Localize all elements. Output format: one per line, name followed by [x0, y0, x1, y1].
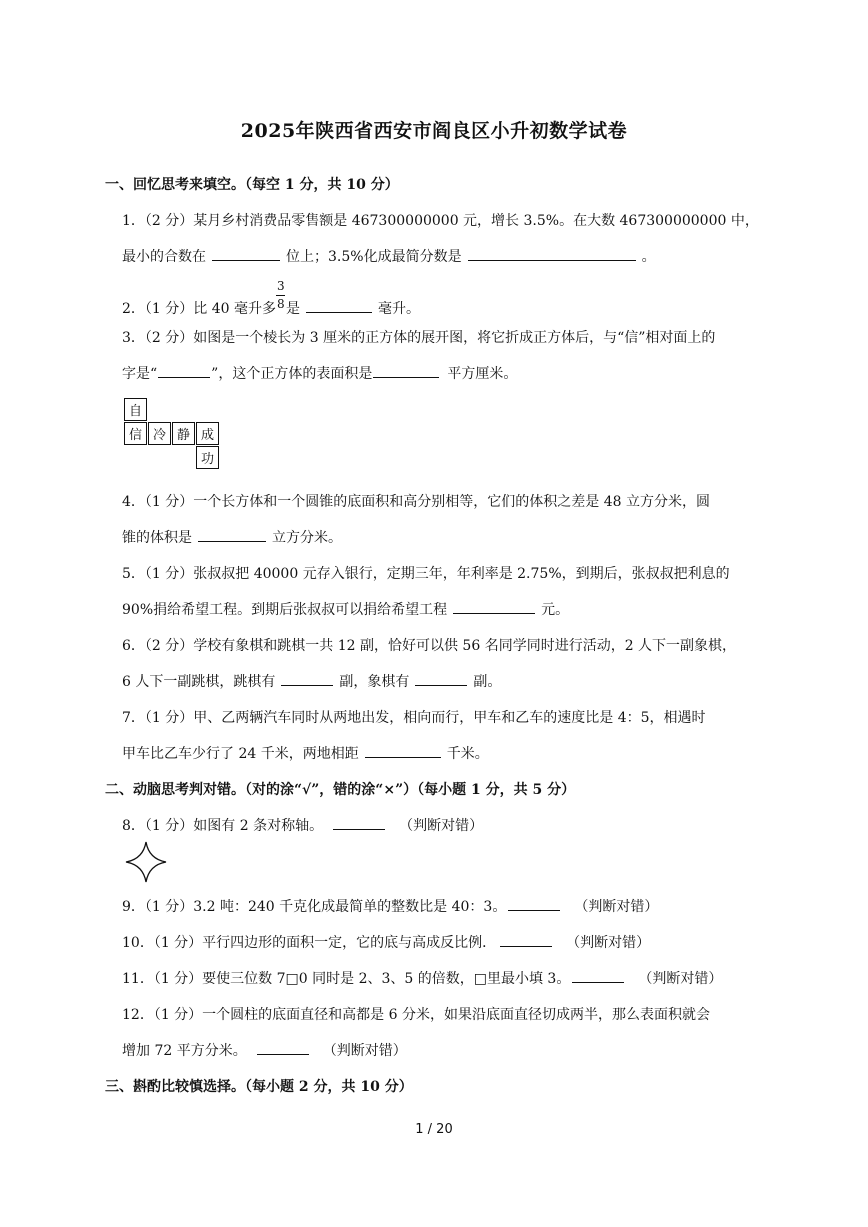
fraction-denominator: 8: [276, 297, 285, 311]
q3-text-c: 平方厘米。: [447, 366, 518, 382]
q9-judge-hint: （判断对错）: [574, 899, 659, 915]
q10-line: [122, 932, 650, 952]
q11-text: 11．（1 分）要使三位数 7□0 同时是 2、3、5 的倍数，□里最小填 3。: [122, 971, 571, 987]
star-outline: [126, 842, 166, 882]
q2-text-b: 是: [285, 301, 300, 317]
net-cell-5: 成: [196, 422, 219, 445]
q10-blank[interactable]: [500, 932, 552, 947]
q7-line2: [122, 743, 489, 763]
q11-judge-hint: （判断对错）: [638, 971, 723, 987]
q8-text: 8．（1 分）如图有 2 条对称轴。: [122, 818, 324, 834]
q5-blank[interactable]: [453, 599, 535, 614]
q7-text-a: 甲车比乙车少行了 24 千米，两地相距: [122, 746, 359, 762]
q2-fraction: [276, 279, 286, 313]
q12-line2: [122, 1040, 407, 1060]
q1-text-c: 。: [641, 249, 656, 265]
q4-text-b: 立方分米。: [272, 530, 342, 546]
net-cell-6: 功: [196, 446, 219, 469]
net-cell-2: 信: [124, 422, 147, 445]
q12-text-a: 增加 72 平方分米。: [122, 1043, 247, 1059]
q5-line1: 5．（1 分）张叔叔把 40000 元存入银行，定期三年，年利率是 2.75%，到期后，张叔叔把利息的: [122, 566, 730, 582]
q12-blank[interactable]: [257, 1040, 309, 1055]
q11-line: [122, 968, 722, 988]
q8-blank[interactable]: [333, 815, 385, 830]
q3-line2: [122, 363, 517, 383]
page-number: 1 / 20: [415, 1122, 453, 1137]
q1-blank-2[interactable]: [468, 246, 636, 261]
q6-blank-1[interactable]: [281, 671, 333, 686]
q12-line1: 12．（1 分）一个圆柱的底面直径和高都是 6 分米，如果沿底面直径切成两半，那么表面积就会: [122, 1007, 710, 1023]
section-1-heading: 一、回忆思考来填空。（每空 1 分，共 10 分）: [105, 177, 399, 193]
q6-blank-2[interactable]: [415, 671, 467, 686]
q6-text-b: 副，象棋有: [339, 674, 410, 690]
cube-net-figure: [124, 398, 224, 472]
q4-line1: 4．（1 分）一个长方体和一个圆锥的底面积和高分别相等，它们的体积之差是 48 立方分米，圆: [122, 494, 710, 510]
fraction-numerator: 3: [276, 279, 285, 293]
q10-judge-hint: （判断对错）: [566, 935, 651, 951]
q7-line1: 7．（1 分）甲、乙两辆汽车同时从两地出发，相向而行，甲车和乙车的速度比是 4：5，相遇时: [122, 710, 706, 726]
q5-line2: [122, 599, 569, 619]
q4-line2: [122, 527, 342, 547]
q1-text-a: 最小的合数在: [122, 249, 206, 265]
q2-blank[interactable]: [306, 298, 372, 313]
q1-line2: [122, 246, 656, 266]
q10-text: 10．（1 分）平行四边形的面积一定，它的底与高成反比例．: [122, 935, 497, 951]
q3-text-b: ”，这个正方体的表面积是: [211, 366, 373, 382]
q9-blank[interactable]: [508, 896, 560, 911]
q8-judge-hint: （判断对错）: [399, 818, 484, 834]
q7-blank[interactable]: [365, 743, 441, 758]
q7-text-b: 千米。: [446, 746, 489, 762]
q12-judge-hint: （判断对错）: [322, 1043, 407, 1059]
q5-text-a: 90%捐给希望工程。到期后张叔叔可以捐给希望工程: [122, 602, 448, 618]
q8-line: [122, 815, 483, 835]
q11-blank[interactable]: [572, 968, 624, 983]
q6-text-c: 副。: [473, 674, 502, 690]
page-title: 2025年陕西省西安市阎良区小升初数学试卷: [240, 120, 628, 142]
net-cell-1: 自: [124, 398, 147, 421]
section-3-heading: 三、斟酌比较慎选择。（每小题 2 分，共 10 分）: [105, 1079, 413, 1095]
q3-blank-1[interactable]: [158, 363, 210, 378]
q3-text-a: 字是“: [122, 366, 158, 382]
q2-line: [122, 279, 420, 318]
q5-text-b: 元。: [541, 602, 570, 618]
q2-text-c: 毫升。: [377, 301, 420, 317]
q3-blank-2[interactable]: [373, 363, 439, 378]
net-cell-3: 冷: [148, 422, 171, 445]
q6-line2: [122, 671, 501, 691]
q9-text: 9．（1 分）3.2 吨：240 千克化成最简单的整数比是 40：3。: [122, 899, 507, 915]
q4-text-a: 锥的体积是: [122, 530, 192, 546]
q6-text-a: 6 人下一副跳棋，跳棋有: [122, 674, 276, 690]
fraction-bar: [276, 295, 285, 296]
q4-blank[interactable]: [198, 527, 266, 542]
q6-line1: 6．（2 分）学校有象棋和跳棋一共 12 副，恰好可以供 56 名同学同时进行活动，2 人下一副象棋，: [122, 638, 737, 654]
q3-line1: 3．（2 分）如图是一个棱长为 3 厘米的正方体的展开图，将它折成正方体后，与“信”相对面上的: [122, 330, 716, 346]
q2-text-a: 2．（1 分）比 40 毫升多: [122, 301, 276, 317]
q1-blank-1[interactable]: [212, 246, 280, 261]
net-cell-4: 静: [172, 422, 195, 445]
q9-line: [122, 896, 658, 916]
four-point-star-figure: [124, 840, 168, 884]
section-2-heading: 二、动脑思考判对错。（对的涂“√”，错的涂“×”）（每小题 1 分，共 5 分）: [105, 782, 576, 798]
q1-line1: 1．（2 分）某月乡村消费品零售额是 467300000000 元，增长 3.5%。在大数 467300000000 中，: [122, 213, 759, 229]
q1-text-b: 位上；3.5%化成最简分数是: [286, 249, 462, 265]
